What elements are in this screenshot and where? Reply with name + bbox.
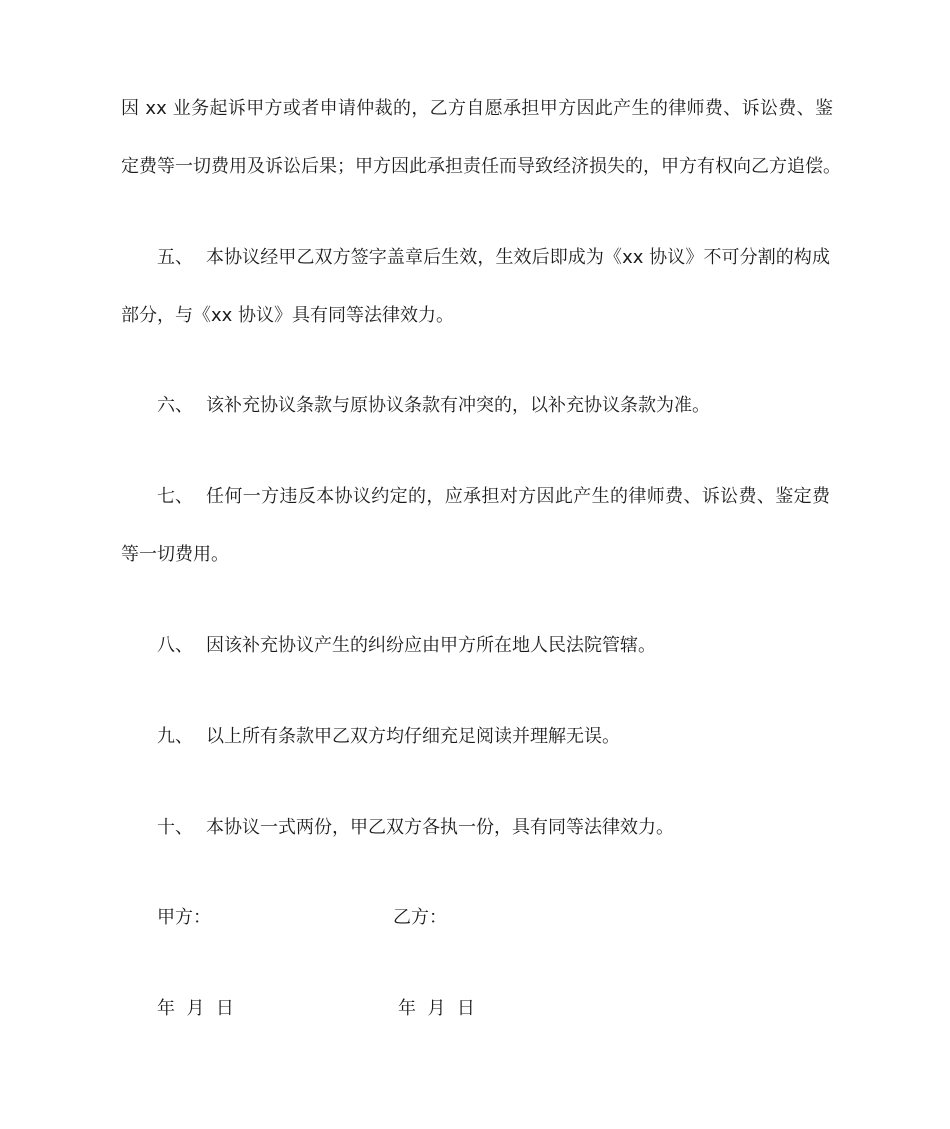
clause-text: 本协议经甲乙双方签字盖章后生效，生效后即成为《xx 协议》不可分割的构成 bbox=[206, 247, 830, 268]
party-a-date: 年 月 日 bbox=[157, 998, 234, 1019]
clause-number: 七、 bbox=[157, 486, 193, 507]
paragraph-line: 因 xx 业务起诉甲方或者申请仲裁的，乙方自愿承担甲方因此产生的律师费、诉讼费、鉴 bbox=[121, 98, 833, 119]
clause-text: 以上所有条款甲乙双方均仔细充足阅读并理解无误。 bbox=[206, 726, 620, 747]
clause-text: 因该补充协议产生的纠纷应由甲方所在地人民法院管辖。 bbox=[206, 635, 656, 656]
clause-number: 九、 bbox=[157, 726, 193, 747]
clause-number: 六、 bbox=[157, 395, 193, 416]
clause-text: 任何一方违反本协议约定的，应承担对方因此产生的律师费、诉讼费、鉴定费 bbox=[206, 486, 830, 507]
clause-text: 本协议一式两份，甲乙双方各执一份，具有同等法律效力。 bbox=[206, 817, 674, 838]
clause-text: 部分，与《xx 协议》具有同等法律效力。 bbox=[121, 305, 455, 326]
party-b-date: 年 月 日 bbox=[398, 998, 475, 1019]
clause-text: 该补充协议条款与原协议条款有冲突的，以补充协议条款为准。 bbox=[206, 395, 710, 416]
clause-number: 五、 bbox=[157, 247, 193, 268]
clause-number: 十、 bbox=[157, 817, 193, 838]
party-b-label: 乙方： bbox=[393, 907, 447, 928]
paragraph-line: 定费等一切费用及诉讼后果；甲方因此承担责任而导致经济损失的，甲方有权向乙方追偿。 bbox=[121, 156, 841, 177]
clause-number: 八、 bbox=[157, 635, 193, 656]
party-a-label: 甲方： bbox=[157, 907, 211, 928]
clause-text: 等一切费用。 bbox=[121, 544, 229, 565]
